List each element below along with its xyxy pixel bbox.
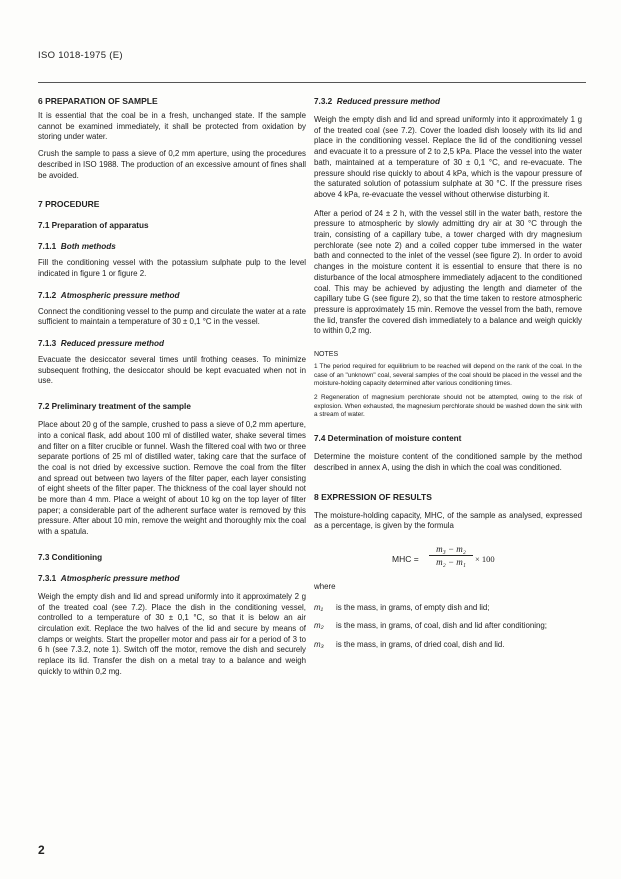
document-id-header: ISO 1018-1975 (E) (38, 50, 123, 61)
variable-description: is the mass, in grams, of coal, dish and lid after conditioning; (336, 621, 547, 631)
section-7-3-heading: 7.3 Conditioning (38, 552, 103, 562)
variable-m1 (314, 603, 582, 614)
section-7-1-3-title: Reduced pressure method (60, 339, 165, 349)
variable-m3 (314, 640, 582, 651)
section-7-1-2-paragraph: Connect the conditioning vessel to the pump and circulate the water at a rate sufficient to maintain a temperature of 30 ± 0,1 °C in the vessel. (38, 306, 307, 327)
section-7-3-2-title: Reduced pressure method (336, 97, 441, 106)
left-column (38, 96, 306, 678)
note-2: 2 Regeneration of magnesium perchlorate should not be attempted, owing to the risk of explosion. When exhausted, the magnesium perchlorate should be washed down the sink with a stream of water. (314, 394, 582, 418)
section-8-paragraph: The moisture-holding capacity, MHC, of the sample as analysed, expressed as a percentage, is given by the formula (314, 510, 582, 531)
section-7-3-2-paragraph-1: Weigh the empty dish and lid and spread uniformly into it approximately 1 g of the treated coal (see 7.2). Cover the loaded dish loosely with its lid and place in the conditioning vessel. Replace the lid of the conditioning vessel and evacuate it to a pressure of 2 to 2,5 kPa. Place the vessel into the water bath, maintained at a temperature of 30 ± 0,1 °C, and re-evacuate. The pressure should rise quickly to about 4 kPa, which is the vapour pressure of the saturated solution of potassium sulphate at 30 °C. If the pressure rises above 4 kPa, re-evacuate the vessel without otherwise disturbing it. (314, 115, 582, 199)
right-column (314, 96, 582, 651)
section-7-3-1-title: Atmospheric pressure method (60, 573, 180, 583)
mhc-formula (314, 542, 582, 582)
section-7-1-3-number: 7.1.3 (38, 339, 57, 349)
header-rule (38, 82, 586, 83)
section-7-1-2-heading (38, 290, 306, 301)
section-7-1-3-heading (38, 338, 306, 349)
section-7-1-2-number: 7.1.2 (38, 290, 57, 300)
section-7-3-1-heading (38, 573, 306, 584)
section-7-1-1-title: Both methods (60, 242, 116, 252)
section-8-heading: 8 EXPRESSION OF RESULTS (314, 491, 432, 502)
section-7-1-1-heading (38, 241, 306, 252)
section-7-1-heading: 7.1 Preparation of apparatus (38, 221, 149, 231)
section-7-1-2-title: Atmospheric pressure method (60, 290, 180, 300)
note-1: 1 The period required for equilibrium to be reached will depend on the rank of the coal. In the case of an "unknown" coal, several samples of the coal should be placed in the vessel and the moisture-holding capacity determined after various conditioning times. (314, 363, 582, 387)
section-7-3-2-paragraph-2: After a period of 24 ± 2 h, with the vessel still in the water bath, restore the pressure to atmospheric by slowly admitting dry air at 30 °C through the train, consisting of a capillary tube, a tower charged with dry magnesium perchlorate (see note 2) and a coiled copper tube immersed in the water bath and connected to the inlet of the vessel (see figure 2). In order to avoid changes in the moisture content it is essential to ensure that there is no disturbance of the local atmosphere immediately adjacent to the conditioned coal. This may be achieved by adjusting the length and diameter of the capillary tube G (see figure 2), so that the time taken to restore atmospheric pressure is approximately 15 min. Remove the vessel from the bath, remove the lid, transfer the covered dish immediately to a balance and weigh quickly to within 0,2 mg. (314, 208, 582, 336)
section-7-3-2-number: 7.3.2 (314, 97, 333, 106)
section-7-2-heading: 7.2 Preliminary treatment of the sample (38, 402, 191, 412)
section-7-4-paragraph: Determine the moisture content of the conditioned sample by the method described in annex A, using the dish in which the coal was conditioned. (314, 452, 582, 472)
where-label: where (314, 581, 336, 591)
section-6-paragraph-2: Crush the sample to pass a sieve of 0,2 mm aperture, using the procedures described in ISO 1988. The production of an excessive amount of fines shall be avoided. (38, 149, 306, 180)
variable-description: is the mass, in grams, of empty dish and lid; (336, 602, 490, 612)
formula-fraction (429, 544, 473, 567)
section-7-1-1-paragraph: Fill the conditioning vessel with the potassium sulphate pulp to the level indicated in figure 1 or figure 2. (38, 258, 306, 278)
section-7-1-1-number: 7.1.1 (38, 242, 57, 252)
formula-lhs: MHC = (392, 553, 419, 564)
variable-symbol: m₁ (314, 602, 324, 612)
variable-symbol: m₃ (314, 640, 324, 650)
section-6-heading: 6 PREPARATION OF SAMPLE (38, 96, 158, 106)
page-number: 2 (38, 843, 45, 857)
section-7-2-paragraph: Place about 20 g of the sample, crushed to pass a sieve of 0,2 mm aperture, into a conical flask, add about 100 ml of distilled water, shake several times and filter on a filter crucible or funnel. Wash the filtered coal with two or three separate portions of 25 ml of distilled water, taking care that the surface of the coal is not dried by excessive suction. Remove the coal from the filter and spread out between two layers of the filter paper, each layer consisting of eight sheets of the filter paper. The thickness of the coal layer should not be more than 4 mm. Place a weight of about 10 kg on the top layer of filter paper; a considerable part of the adherent surface water is removed by this pressure. After about 10 min, remove the weight and thoroughly mix the coal with a spatula. (38, 420, 306, 537)
section-7-4-heading: 7.4 Determination of moisture content (314, 434, 462, 444)
section-7-3-1-paragraph: Weigh the empty dish and lid and spread uniformly into it approximately 2 g of the treated coal (see 7.2). Place the dish in the conditioning vessel, controlled to a temperature of 30 ± 0,1 °C, so that it is below an air circulation exit. Replace the two halves of the lid and secure by means of clamps or weights. Start the propeller motor and pass air for a period of 3 to 6 h (see 7.3.2, note 1). Switch off the motor, remove the dish and securely replace its lid. Transfer the dish on a metal tray to a balance and weigh quickly to within 0,2 mg. (38, 591, 306, 676)
section-7-1-3-paragraph: Evacuate the desiccator several times until frothing ceases. To minimize subsequent frothing, the desiccator should be kept evacuated when not in use. (38, 355, 306, 386)
notes-heading: NOTES (314, 351, 339, 359)
formula-denominator: m₂ − m₁ (436, 556, 466, 567)
section-7-heading: 7 PROCEDURE (38, 199, 100, 210)
section-6-paragraph-1: It is essential that the coal be in a fresh, unchanged state. If the sample cannot be examined immediately, it shall be protected from oxidation by storing under water. (38, 111, 306, 142)
section-7-3-2-heading (314, 96, 582, 107)
variable-description: is the mass, in grams, of dried coal, dish and lid. (336, 640, 505, 650)
formula-multiplier: × 100 (475, 553, 495, 564)
variable-m2 (314, 621, 582, 632)
variable-symbol: m₂ (314, 621, 324, 631)
section-7-3-1-number: 7.3.1 (38, 573, 57, 583)
formula-numerator: m₃ − m₂ (429, 544, 473, 556)
